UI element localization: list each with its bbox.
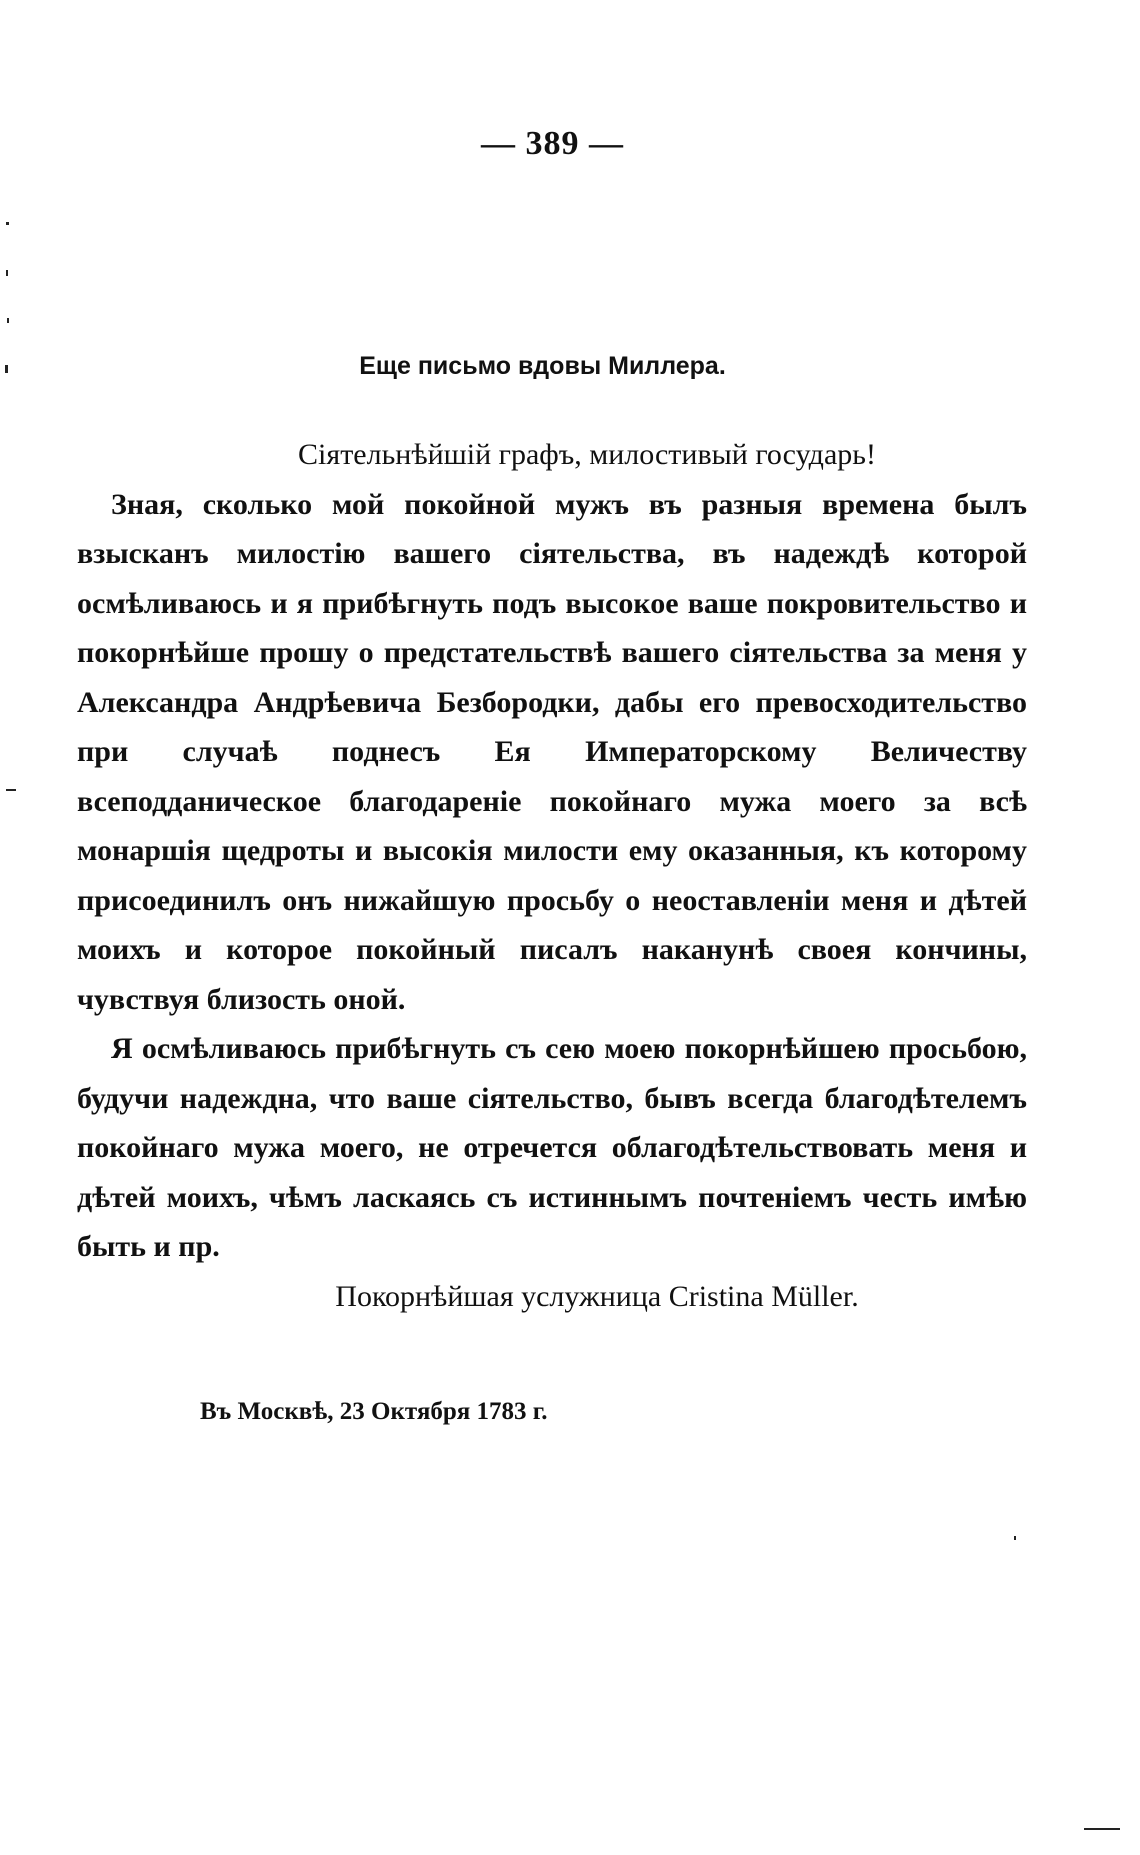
paragraph-1: Зная, сколько мой покойной мужъ въ разныя времена былъ взысканъ милостію вашего сіятельства, въ надеждѣ которой осмѣливаюсь и я прибѣгнуть подъ высокое ваше покровительство и покорнѣйше прошу о предстательствѣ вашего сіятельства за меня у Александра Андрѣевича Безбородки, дабы его превосходительство при случаѣ поднесъ Ея Императорскому Величеству всеподданическое благодареніе покойнаго мужа моего за всѣ монаршія щедроты и высокія милости ему оказанныя, къ которому присоединилъ онъ нижайшую просьбу о неоставленіи меня и дѣтей моихъ и которое покойный писалъ наканунѣ своея кончины, чувствуя близость оной.: [77, 487, 1027, 1016]
scan-speck: [6, 222, 9, 225]
scan-speck: [7, 318, 9, 323]
letter-heading: Еще письмо вдовы Миллера.: [359, 352, 726, 380]
letter-body: [77, 430, 1027, 1321]
scan-speck: [6, 789, 16, 791]
dateline: Въ Москвѣ, 23 Октября 1783 г.: [200, 1398, 548, 1425]
scan-speck: [1014, 1536, 1016, 1540]
scan-speck: [5, 365, 8, 373]
salutation: Сіятельнѣйшій графъ, милостивый государь!: [298, 438, 876, 471]
scan-speck: [6, 270, 8, 276]
scan-speck: [1084, 1828, 1120, 1830]
paragraph-2: Я осмѣливаюсь прибѣгнуть съ сею моею покорнѣйшею просьбою, будучи надеждна, что ваше сіятельство, бывъ всегда благодѣтелемъ покойнаго мужа моего, не отречется облагодѣтельствовать меня и дѣтей моихъ, чѣмъ ласкаясь съ истиннымъ почтеніемъ честь имѣю быть и пр.: [77, 1032, 1027, 1263]
signature: Покорнѣйшая услужница Cristina Müller.: [335, 1279, 859, 1313]
page-number: — 389 —: [481, 125, 624, 162]
